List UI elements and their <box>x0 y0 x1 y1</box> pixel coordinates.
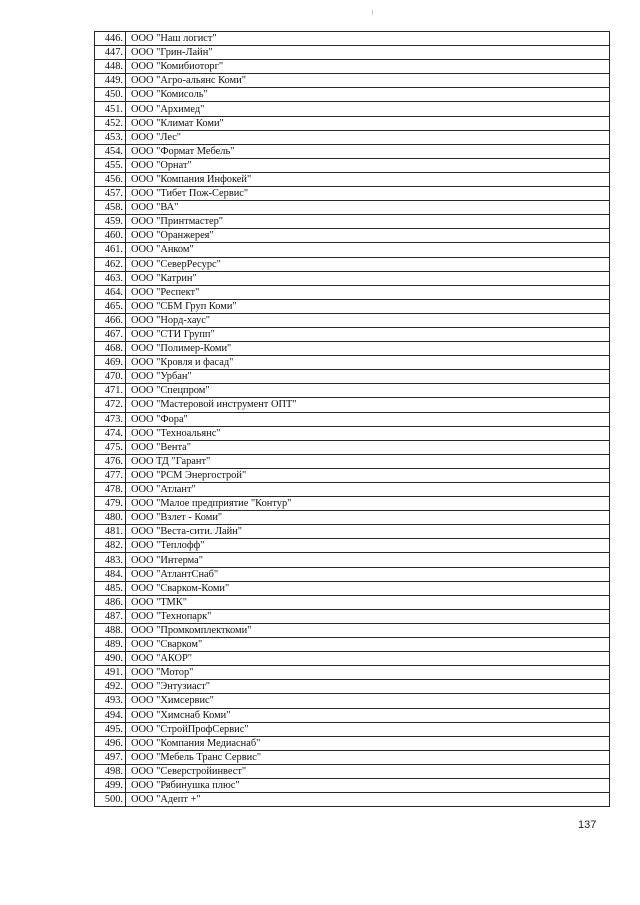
table-row <box>95 652 610 666</box>
row-number: 470. <box>95 370 126 384</box>
organization-name: ООО "Мастеровой инструмент ОПТ" <box>126 398 610 412</box>
organization-name: ООО "Оранжерея" <box>126 229 610 243</box>
table-row <box>95 708 610 722</box>
organization-name: ООО "Комибиоторг" <box>126 60 610 74</box>
table-row <box>95 398 610 412</box>
row-number: 479. <box>95 497 126 511</box>
row-number: 458. <box>95 201 126 215</box>
organization-name: ООО "СТИ Групп" <box>126 327 610 341</box>
organization-name: ООО "Анком" <box>126 243 610 257</box>
row-number: 474. <box>95 426 126 440</box>
row-number: 473. <box>95 412 126 426</box>
table-row <box>95 215 610 229</box>
organization-name: ООО "Кровля и фасад" <box>126 356 610 370</box>
organization-name: ООО "Сварком-Коми" <box>126 581 610 595</box>
table-row <box>95 666 610 680</box>
organization-name: ООО "Климат Коми" <box>126 116 610 130</box>
organization-name: ООО ТД "Гарант" <box>126 454 610 468</box>
row-number: 489. <box>95 638 126 652</box>
row-number: 496. <box>95 736 126 750</box>
organization-name: ООО "Лес" <box>126 130 610 144</box>
organization-name: ООО "Катрин" <box>126 271 610 285</box>
table-row <box>95 623 610 637</box>
table-row <box>95 201 610 215</box>
organization-name: ООО "Тибет Пож-Сервис" <box>126 187 610 201</box>
row-number: 459. <box>95 215 126 229</box>
organizations-table <box>94 31 610 807</box>
table-row <box>95 525 610 539</box>
row-number: 482. <box>95 539 126 553</box>
table-row <box>95 764 610 778</box>
organization-name: ООО "Северстройинвест" <box>126 764 610 778</box>
table-row <box>95 638 610 652</box>
table-row <box>95 46 610 60</box>
page-number: 137 <box>578 819 597 831</box>
table-row <box>95 299 610 313</box>
organization-name: ООО "СеверРесурс" <box>126 257 610 271</box>
organization-name: ООО "Атлант" <box>126 483 610 497</box>
organization-name: ООО "Химсервис" <box>126 694 610 708</box>
table-row <box>95 539 610 553</box>
table-row <box>95 327 610 341</box>
table-row <box>95 778 610 792</box>
row-number: 497. <box>95 750 126 764</box>
table-row <box>95 497 610 511</box>
table-row <box>95 468 610 482</box>
organization-name: ООО "Мотор" <box>126 666 610 680</box>
table-row <box>95 581 610 595</box>
organization-name: ООО "Принтмастер" <box>126 215 610 229</box>
row-number: 493. <box>95 694 126 708</box>
organization-name: ООО "Малое предприятие "Контур" <box>126 497 610 511</box>
table-row <box>95 750 610 764</box>
table-row <box>95 342 610 356</box>
organization-name: ООО "Сварком" <box>126 638 610 652</box>
organization-name: ООО "Полимер-Коми" <box>126 342 610 356</box>
row-number: 492. <box>95 680 126 694</box>
organization-name: ООО "СтройПрофСервис" <box>126 722 610 736</box>
organization-name: ООО "Формат Мебель" <box>126 144 610 158</box>
row-number: 453. <box>95 130 126 144</box>
table-row <box>95 144 610 158</box>
table-row <box>95 454 610 468</box>
row-number: 468. <box>95 342 126 356</box>
organization-name: ООО "Норд-хаус" <box>126 313 610 327</box>
row-number: 464. <box>95 285 126 299</box>
table-row <box>95 229 610 243</box>
row-number: 481. <box>95 525 126 539</box>
row-number: 447. <box>95 46 126 60</box>
table-row <box>95 567 610 581</box>
table-row <box>95 595 610 609</box>
row-number: 498. <box>95 764 126 778</box>
organization-name: ООО "Орнат" <box>126 158 610 172</box>
row-number: 469. <box>95 356 126 370</box>
organization-name: ООО "Взлет - Коми" <box>126 511 610 525</box>
organization-name: ООО "Мебель Транс Сервис" <box>126 750 610 764</box>
table-row <box>95 187 610 201</box>
table-row <box>95 553 610 567</box>
row-number: 452. <box>95 116 126 130</box>
table-row <box>95 412 610 426</box>
row-number: 462. <box>95 257 126 271</box>
organization-name: ООО "Технопарк" <box>126 609 610 623</box>
table-row <box>95 680 610 694</box>
row-number: 477. <box>95 468 126 482</box>
table-row <box>95 370 610 384</box>
row-number: 457. <box>95 187 126 201</box>
row-number: 472. <box>95 398 126 412</box>
table-row <box>95 60 610 74</box>
table-row <box>95 74 610 88</box>
organization-name: ООО "Компания Медиаснаб" <box>126 736 610 750</box>
organization-name: ООО "ТМК" <box>126 595 610 609</box>
organization-name: ООО "Вента" <box>126 440 610 454</box>
table-row <box>95 483 610 497</box>
row-number: 488. <box>95 623 126 637</box>
row-number: 490. <box>95 652 126 666</box>
table-row <box>95 511 610 525</box>
table-row <box>95 694 610 708</box>
organization-name: ООО "Адепт +" <box>126 793 610 807</box>
row-number: 499. <box>95 778 126 792</box>
organization-name: ООО "Интерма" <box>126 553 610 567</box>
row-number: 475. <box>95 440 126 454</box>
row-number: 494. <box>95 708 126 722</box>
organization-name: ООО "Комисоль" <box>126 88 610 102</box>
organization-name: ООО "Спецпром" <box>126 384 610 398</box>
row-number: 491. <box>95 666 126 680</box>
row-number: 463. <box>95 271 126 285</box>
table-row <box>95 736 610 750</box>
row-number: 486. <box>95 595 126 609</box>
table-row <box>95 609 610 623</box>
organization-name: ООО "РСМ Энергострой" <box>126 468 610 482</box>
row-number: 467. <box>95 327 126 341</box>
table-row <box>95 32 610 46</box>
organization-name: ООО "АтлантСнаб" <box>126 567 610 581</box>
organization-name: ООО "Теплофф" <box>126 539 610 553</box>
row-number: 446. <box>95 32 126 46</box>
organization-name: ООО "Респект" <box>126 285 610 299</box>
table-row <box>95 158 610 172</box>
row-number: 466. <box>95 313 126 327</box>
row-number: 500. <box>95 793 126 807</box>
table-row <box>95 440 610 454</box>
organization-name: ООО "АКОР" <box>126 652 610 666</box>
organization-name: ООО "Промкомплекткоми" <box>126 623 610 637</box>
table-row <box>95 257 610 271</box>
table-row <box>95 384 610 398</box>
row-number: 451. <box>95 102 126 116</box>
organization-name: ООО "Техноальянс" <box>126 426 610 440</box>
table-row <box>95 243 610 257</box>
table-row <box>95 356 610 370</box>
organization-name: ООО "Рябинушка плюс" <box>126 778 610 792</box>
table-body <box>95 32 610 807</box>
table-row <box>95 426 610 440</box>
row-number: 461. <box>95 243 126 257</box>
row-number: 460. <box>95 229 126 243</box>
row-number: 476. <box>95 454 126 468</box>
row-number: 480. <box>95 511 126 525</box>
row-number: 484. <box>95 567 126 581</box>
table-row <box>95 271 610 285</box>
row-number: 448. <box>95 60 126 74</box>
organization-name: ООО "ВА" <box>126 201 610 215</box>
row-number: 450. <box>95 88 126 102</box>
organization-name: ООО "Веста-сити. Лайн" <box>126 525 610 539</box>
row-number: 465. <box>95 299 126 313</box>
row-number: 495. <box>95 722 126 736</box>
organization-name: ООО "Компания Инфокей" <box>126 172 610 186</box>
organization-name: ООО "Фора" <box>126 412 610 426</box>
table-row <box>95 313 610 327</box>
row-number: 456. <box>95 172 126 186</box>
table-row <box>95 88 610 102</box>
table-row <box>95 130 610 144</box>
organization-name: ООО "Химснаб Коми" <box>126 708 610 722</box>
organization-name: ООО "Грин-Лайн" <box>126 46 610 60</box>
row-number: 478. <box>95 483 126 497</box>
organization-name: ООО "Агро-альянс Коми" <box>126 74 610 88</box>
organization-name: ООО "Архимед" <box>126 102 610 116</box>
table-row <box>95 722 610 736</box>
row-number: 454. <box>95 144 126 158</box>
organization-name: ООО "СБМ Груп Коми" <box>126 299 610 313</box>
row-number: 483. <box>95 553 126 567</box>
organization-name: ООО "Энтузиаст" <box>126 680 610 694</box>
row-number: 487. <box>95 609 126 623</box>
row-number: 455. <box>95 158 126 172</box>
organization-name: ООО "Урбан" <box>126 370 610 384</box>
table-row <box>95 172 610 186</box>
table-row <box>95 793 610 807</box>
table-row <box>95 285 610 299</box>
row-number: 471. <box>95 384 126 398</box>
row-number: 449. <box>95 74 126 88</box>
organization-name: ООО "Наш логист" <box>126 32 610 46</box>
scan-artifact <box>372 10 373 15</box>
row-number: 485. <box>95 581 126 595</box>
table-row <box>95 116 610 130</box>
table-row <box>95 102 610 116</box>
